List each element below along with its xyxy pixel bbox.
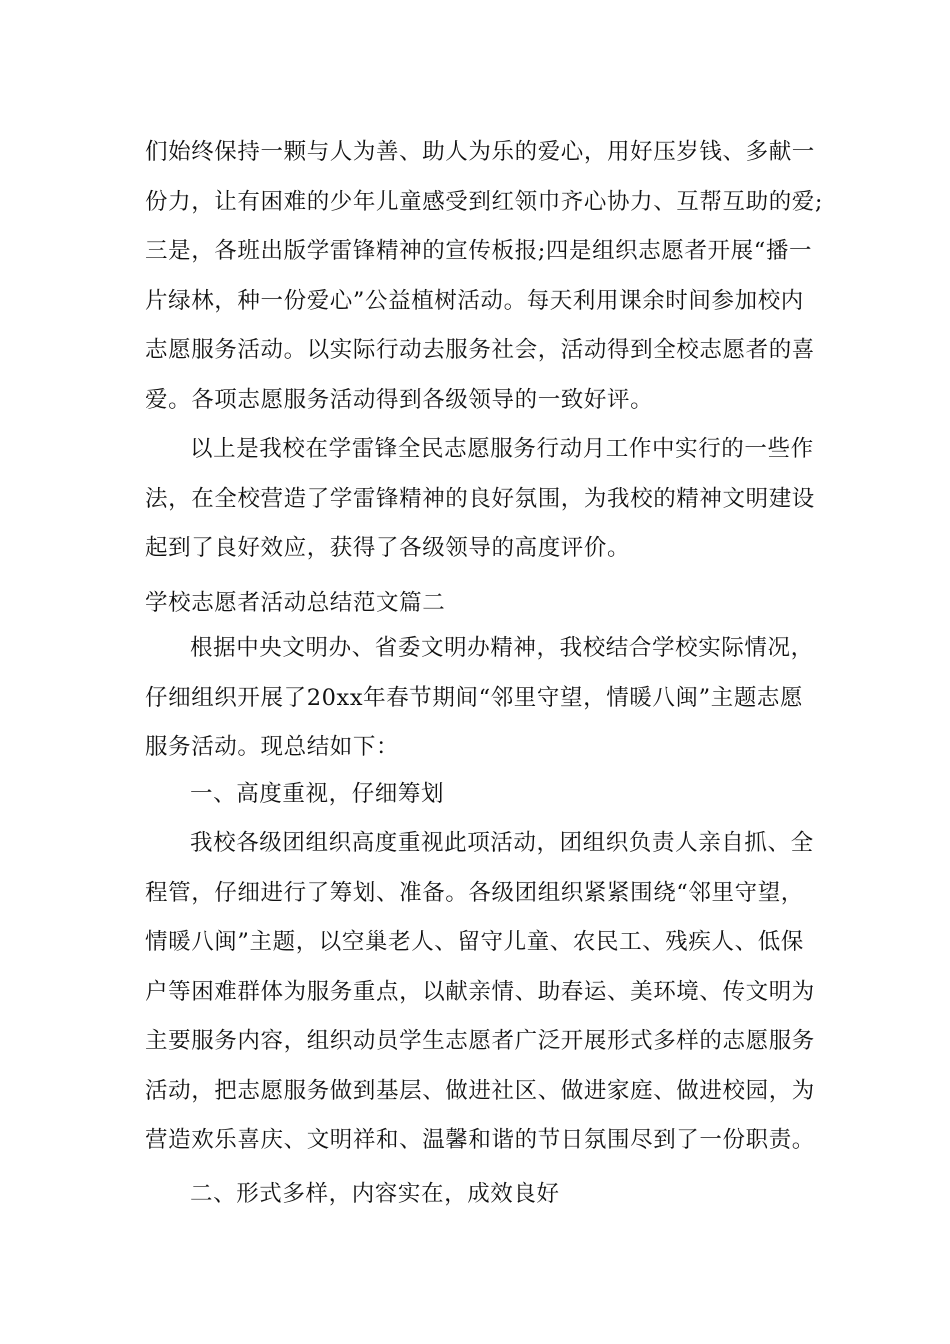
paragraph-line: 主要服务内容，组织动员学生志愿者广泛开展形式多样的志愿服务 xyxy=(145,1028,815,1054)
paragraph-line: 法，在全校营造了学雷锋精神的良好氛围，为我校的精神文明建设 xyxy=(145,485,815,512)
paragraph-line: 服务活动。现总结如下： xyxy=(145,734,400,760)
paragraph-line: 份力，让有困难的少年儿童感受到红领巾齐心协力、互帮互助的爱; xyxy=(145,188,824,215)
paragraph-line: 营造欢乐喜庆、文明祥和、温馨和谐的节日氛围尽到了一份职责。 xyxy=(145,1127,815,1153)
heading-2 xyxy=(145,1170,810,1220)
paragraph-line: 以上是我校在学雷锋全民志愿服务行动月工作中实行的一些作 xyxy=(190,436,814,462)
paragraph-line: 爱。各项志愿服务活动得到各级领导的一致好评。 xyxy=(145,386,654,413)
paragraph-2 xyxy=(145,425,815,574)
heading-1 xyxy=(145,770,810,820)
paragraph-1 xyxy=(145,128,824,425)
paragraph-line: 们始终保持一颗与人为善、助人为乐的爱心，用好压岁钱、多献一 xyxy=(145,139,815,165)
paragraph-line: 仔细组织开展了20xx年春节期间“邻里守望，情暖八闽”主题志愿 xyxy=(145,684,804,711)
paragraph-3 xyxy=(145,624,814,773)
paragraph-line: 活动，把志愿服务做到基层、做进社区、做进家庭、做进校园，为 xyxy=(145,1077,815,1104)
paragraph-line: 情暖八闽”主题，以空巢老人、留守儿童、农民工、残疾人、低保 xyxy=(145,929,804,955)
heading-text: 二、形式多样，内容实在，成效良好 xyxy=(190,1181,560,1207)
paragraph-4 xyxy=(145,819,815,1166)
paragraph-line: 程管，仔细进行了筹划、准备。各级团组织紧紧围绕“邻里守望， xyxy=(145,879,804,906)
section-title-text: 学校志愿者活动总结范文篇二 xyxy=(145,590,446,616)
paragraph-line: 根据中央文明办、省委文明办精神，我校结合学校实际情况， xyxy=(190,635,814,661)
paragraph-line: 三是，各班出版学雷锋精神的宣传板报;四是组织志愿者开展“播一 xyxy=(145,238,813,264)
section-title xyxy=(145,579,810,629)
paragraph-line: 片绿林，种一份爱心”公益植树活动。每天利用课余时间参加校内 xyxy=(145,287,804,314)
paragraph-line: 我校各级团组织高度重视此项活动，团组织负责人亲自抓、全 xyxy=(190,830,814,856)
paragraph-line: 起到了良好效应，获得了各级领导的高度评价。 xyxy=(145,535,631,561)
paragraph-line: 户等困难群体为服务重点，以献亲情、助春运、美环境、传文明为 xyxy=(145,978,815,1005)
heading-text: 一、高度重视，仔细筹划 xyxy=(190,781,445,807)
paragraph-line: 志愿服务活动。以实际行动去服务社会，活动得到全校志愿者的喜 xyxy=(145,337,815,363)
